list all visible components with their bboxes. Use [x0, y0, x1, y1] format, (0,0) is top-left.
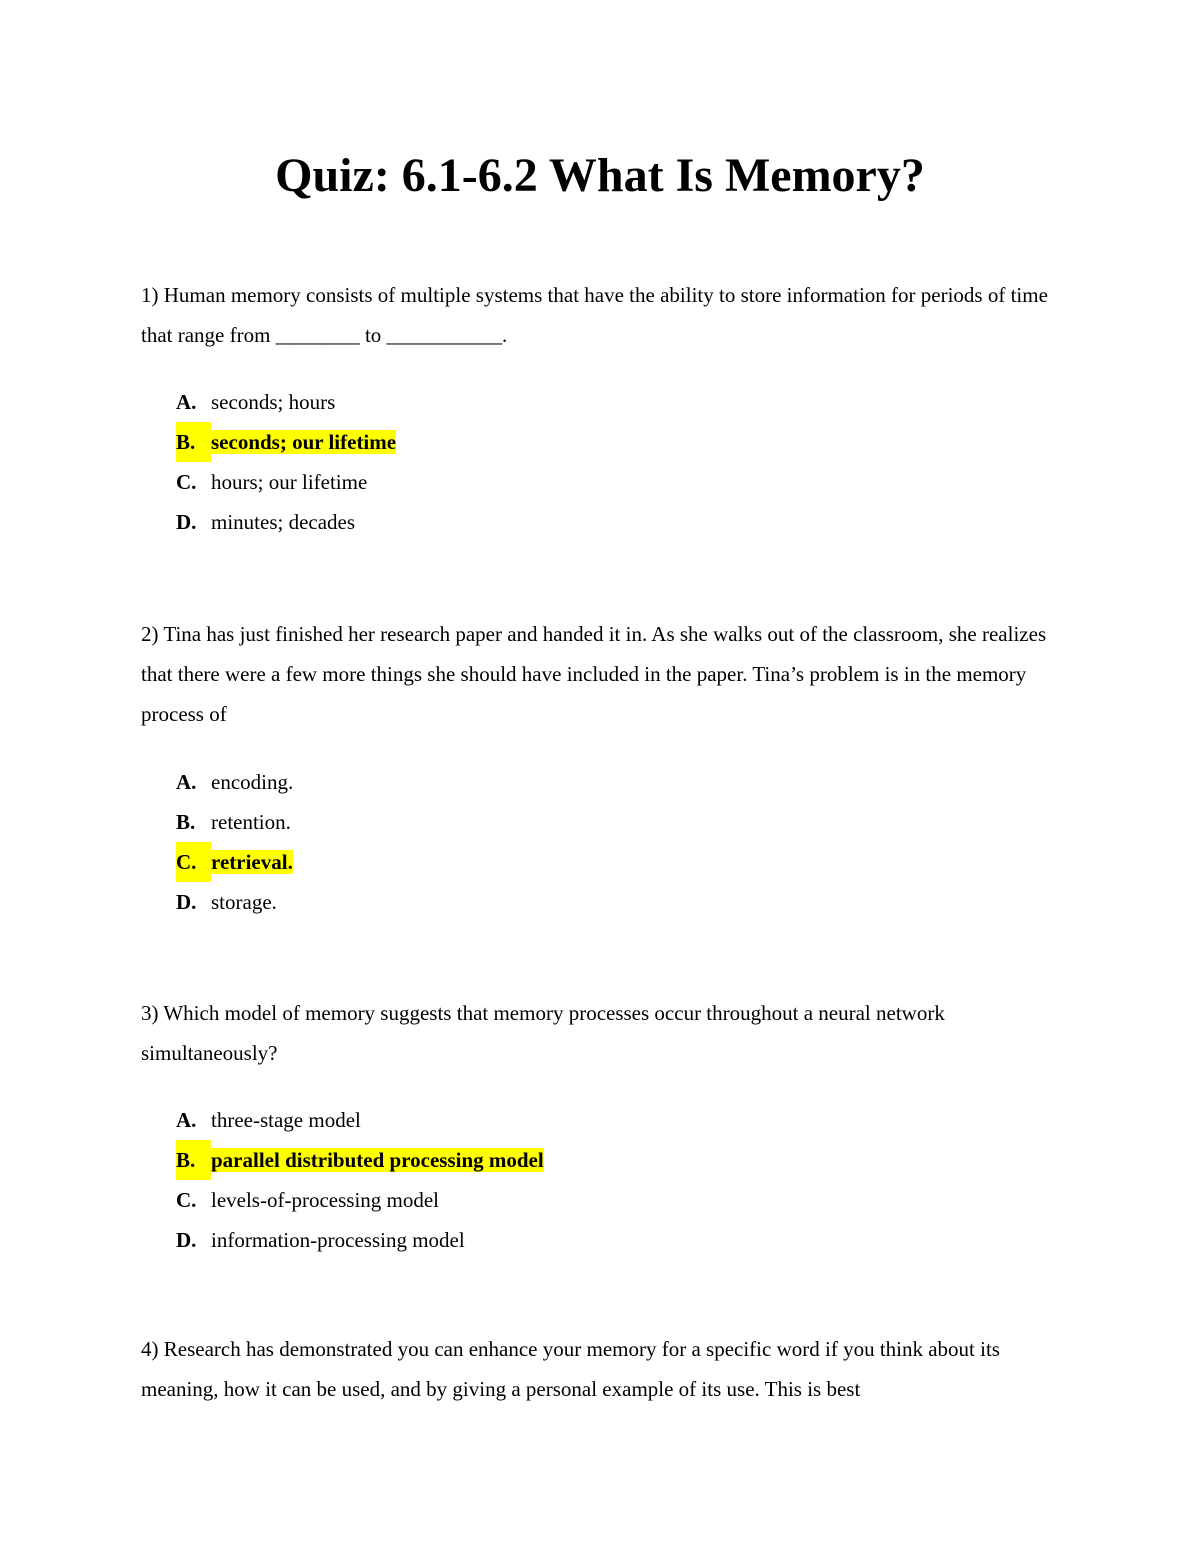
option-letter: A.: [176, 390, 197, 414]
option-2d: [176, 882, 293, 922]
option-text: retention.: [211, 810, 291, 834]
question-3-options: [176, 1100, 544, 1260]
option-letter: C.: [176, 1188, 197, 1212]
option-letter: D.: [176, 510, 197, 534]
page-title: Quiz: 6.1-6.2 What Is Memory?: [275, 149, 925, 202]
option-text: encoding.: [211, 770, 294, 794]
option-letter: D.: [176, 890, 197, 914]
option-text: hours; our lifetime: [211, 470, 368, 494]
option-text: retrieval.: [211, 850, 293, 874]
option-2c-correct: [176, 842, 293, 882]
option-1c: [176, 462, 396, 502]
option-text: levels-of-processing model: [211, 1188, 440, 1212]
question-2-options: [176, 762, 293, 922]
option-1b-correct: [176, 422, 396, 462]
option-3d: [176, 1220, 544, 1260]
question-1-text: 1) Human memory consists of multiple systems that have the ability to store information for periods of time that range from ________ to ___________.: [141, 283, 1048, 347]
option-text: minutes; decades: [211, 510, 356, 534]
question-4-text: 4) Research has demonstrated you can enhance your memory for a specific word if you think about its meaning, how it can be used, and by giving a personal example of its use. This is best: [141, 1337, 1000, 1401]
option-3a: [176, 1100, 544, 1140]
option-text: storage.: [211, 890, 277, 914]
question-1-options: [176, 382, 396, 542]
option-text: three-stage model: [211, 1108, 361, 1132]
option-1d: [176, 502, 396, 542]
option-text: seconds; hours: [211, 390, 336, 414]
option-letter: C.: [176, 842, 211, 882]
question-3-text: 3) Which model of memory suggests that memory processes occur throughout a neural network simultaneously?: [141, 1001, 945, 1065]
option-letter: B.: [176, 810, 196, 834]
option-text: seconds; our lifetime: [211, 430, 397, 454]
option-letter: C.: [176, 470, 197, 494]
option-letter: A.: [176, 1108, 197, 1132]
option-letter: D.: [176, 1228, 197, 1252]
option-letter: B.: [176, 1140, 211, 1180]
option-text: parallel distributed processing model: [211, 1148, 544, 1172]
question-2-text: 2) Tina has just finished her research paper and handed it in. As she walks out of the classroom, she realizes that there were a few more things she should have included in the paper. Tina’s problem is in the memory process of: [141, 622, 1047, 726]
option-letter: B.: [176, 422, 211, 462]
option-3c: [176, 1180, 544, 1220]
option-2b: [176, 802, 293, 842]
option-letter: A.: [176, 770, 197, 794]
option-3b-correct: [176, 1140, 544, 1180]
option-1a: [176, 382, 396, 422]
option-text: information-processing model: [211, 1228, 465, 1252]
option-2a: [176, 762, 293, 802]
